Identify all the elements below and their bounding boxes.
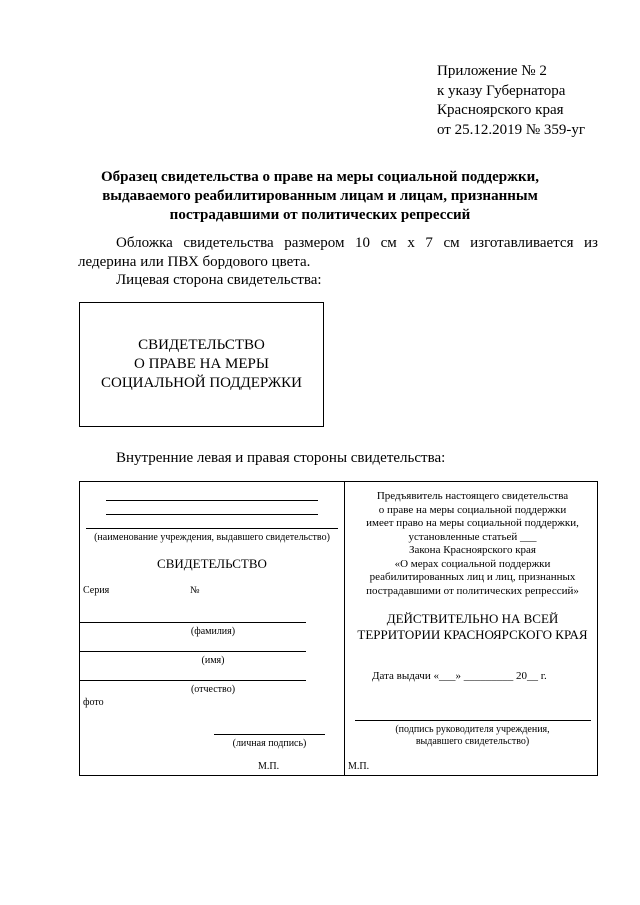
front-side-label: Лицевая сторона свидетельства:	[116, 272, 322, 288]
cover-description: Обложка свидетельства размером 10 см х 7 см изготавливается из ледерина или ПВХ бордового цвета.	[78, 235, 598, 270]
patronymic-line	[80, 680, 306, 681]
cover-line-3: СОЦИАЛЬНОЙ ПОДДЕРЖКИ	[100, 375, 302, 391]
inner-sides-label: Внутренние левая и правая стороны свидетельства:	[116, 450, 446, 466]
institution-line-2	[106, 514, 318, 515]
issue-date: Дата выдачи «___» _________ 20__ г.	[372, 670, 547, 682]
signature-line	[214, 734, 325, 735]
institution-line-1	[106, 500, 318, 501]
signature-caption: (личная подпись)	[232, 738, 307, 749]
title-line-1: Образец свидетельства о праве на меры социальной поддержки,	[100, 169, 540, 185]
rights-line-4: установленные статьей ___	[408, 530, 537, 543]
head-signature-caption	[346, 724, 599, 748]
patronymic-caption: (отчество)	[190, 684, 236, 695]
surname-caption: (фамилия)	[190, 626, 236, 637]
left-heading: СВИДЕТЕЛЬСТВО	[157, 556, 267, 571]
rights-line-8: пострадавшими от политических репрессий»	[366, 584, 579, 597]
institution-line-3	[86, 528, 338, 529]
head-signature-caption-1: (подпись руководителя учреждения,	[395, 724, 550, 735]
cover-sample	[79, 302, 324, 427]
rights-line-5: Закона Красноярского края	[409, 544, 536, 556]
series-label: Серия	[83, 585, 110, 596]
title-line-2: выдаваемого реабилитированным лицам и лицам, признанным	[102, 188, 538, 204]
holder-rights-text	[346, 490, 599, 598]
right-stamp-label: М.П.	[348, 761, 370, 772]
inner-spread-sample	[79, 481, 598, 776]
surname-line	[80, 622, 306, 623]
cover-line-1: СВИДЕТЕЛЬСТВО	[138, 337, 265, 353]
head-signature-line	[355, 720, 591, 721]
rights-line-3: имеет право на меры социальной поддержки,	[366, 517, 579, 529]
photo-label: фото	[83, 697, 104, 708]
validity-line-1: ДЕЙСТВИТЕЛЬНО НА ВСЕЙ	[386, 611, 559, 626]
appendix-header	[437, 62, 585, 140]
appendix-line-1: Приложение № 2	[437, 63, 547, 79]
page-divider	[344, 482, 345, 775]
document-title	[60, 168, 580, 225]
name-caption: (имя)	[201, 655, 225, 666]
rights-line-2: о праве на меры социальной поддержки	[378, 503, 567, 516]
head-signature-caption-2: выдавшего свидетельство)	[415, 736, 530, 747]
rights-line-6: «О мерах социальной поддержки	[394, 557, 551, 570]
appendix-line-2: к указу Губернатора	[437, 82, 566, 99]
name-line	[80, 651, 306, 652]
rights-line-1: Предъявитель настоящего свидетельства	[376, 490, 569, 502]
number-label: №	[190, 585, 200, 596]
validity-statement	[346, 611, 599, 643]
validity-line-2: ТЕРРИТОРИИ КРАСНОЯРСКОГО КРАЯ	[357, 627, 588, 642]
cover-line-2: О ПРАВЕ НА МЕРЫ	[134, 356, 269, 372]
appendix-line-4: от 25.12.2019 № 359-уг	[437, 121, 586, 138]
appendix-line-3: Красноярского края	[437, 102, 564, 118]
institution-caption: (наименование учреждения, выдавшего свидетельство)	[94, 532, 330, 543]
left-stamp-label: М.П.	[258, 761, 280, 772]
title-line-3: пострадавшими от политических репрессий	[169, 207, 471, 223]
rights-line-7: реабилитированных лиц и лиц, признанных	[369, 571, 576, 583]
